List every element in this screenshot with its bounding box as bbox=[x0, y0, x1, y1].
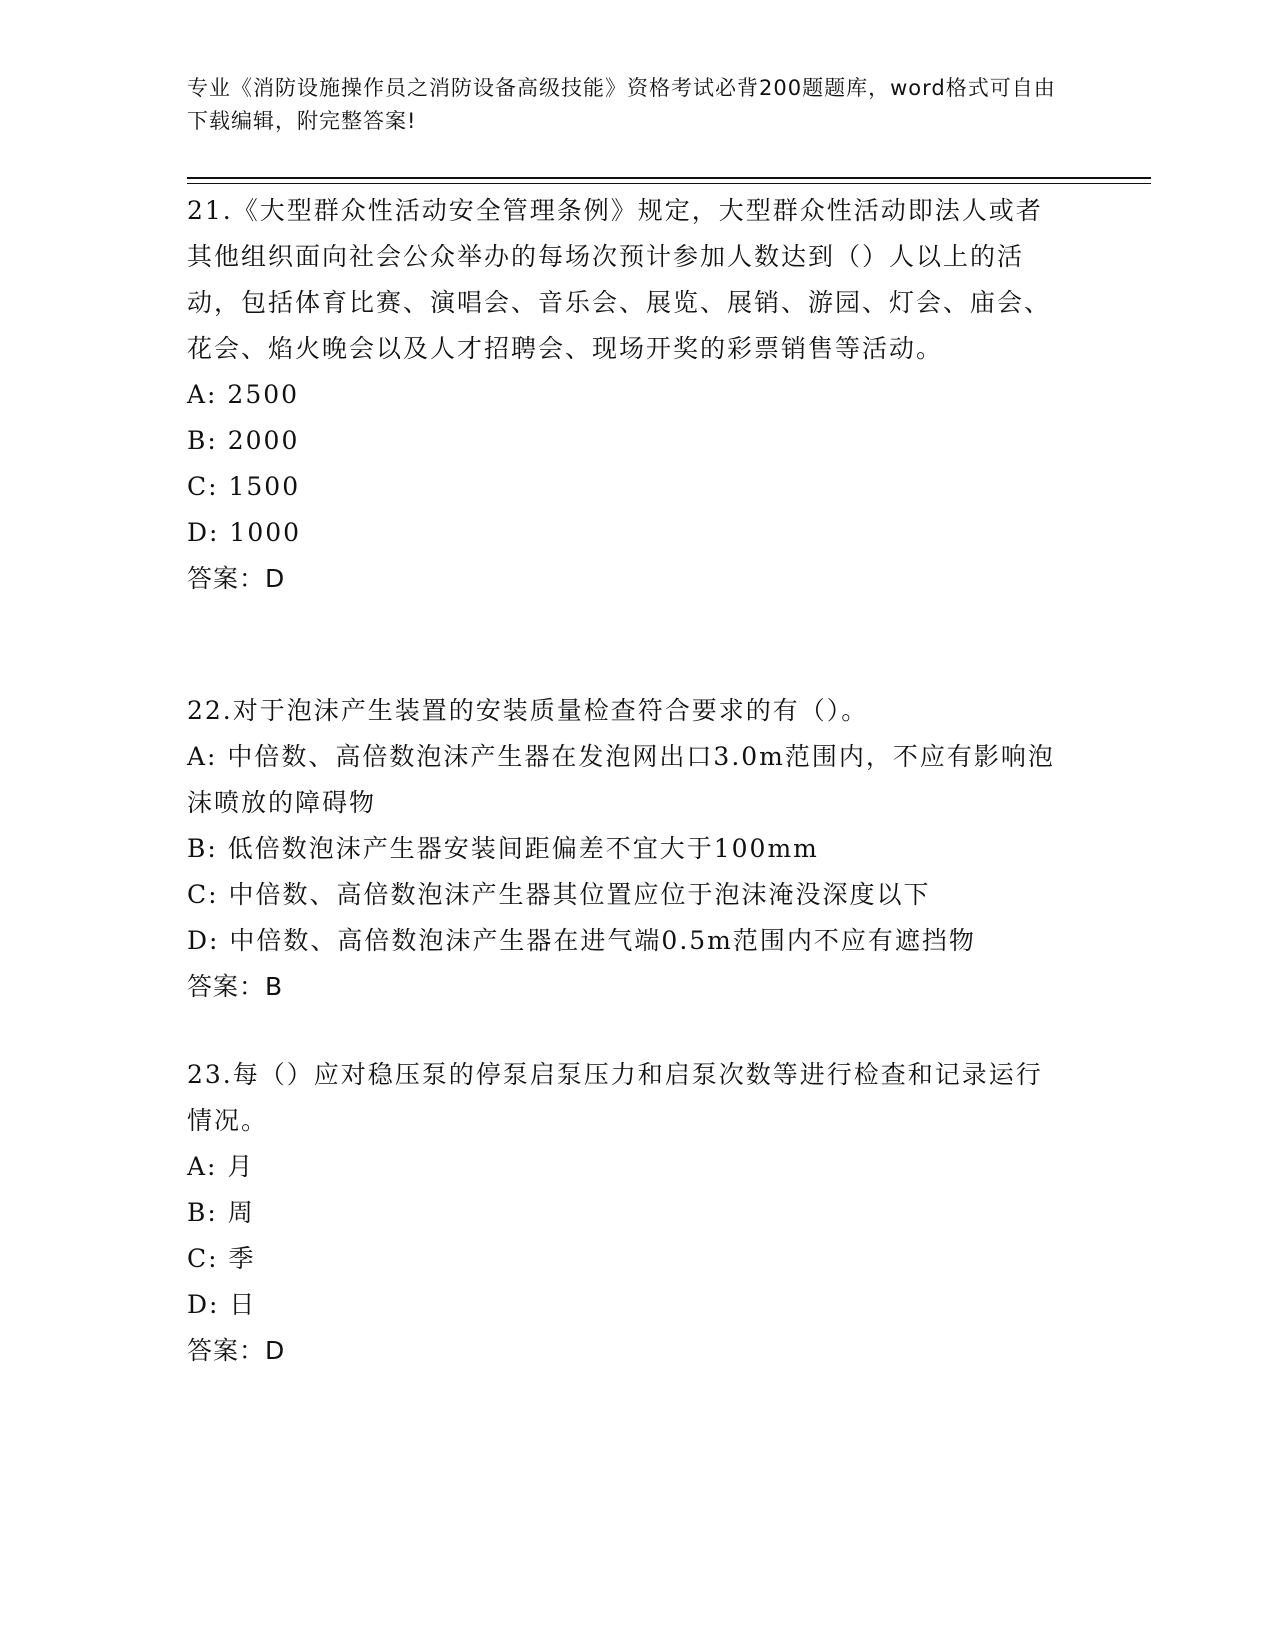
header-divider-thin bbox=[187, 183, 1151, 184]
question-21 bbox=[187, 188, 1067, 602]
option-a: A: 月 bbox=[187, 1152, 255, 1181]
header-divider-thick bbox=[187, 177, 1151, 179]
document-header: 专业《消防设施操作员之消防设备高级技能》资格考试必背200题题库，word格式可自由下载编辑，附完整答案! bbox=[187, 76, 1056, 133]
option-b: B: 低倍数泡沫产生器安装间距偏差不宜大于100mm bbox=[187, 834, 819, 863]
option-d: D: 日 bbox=[187, 1290, 257, 1319]
answer-line: 答案：D bbox=[187, 1336, 286, 1365]
question-22 bbox=[187, 688, 1067, 1010]
answer-line: 答案：B bbox=[187, 972, 284, 1001]
option-c: C: 1500 bbox=[187, 472, 301, 501]
option-b: B: 2000 bbox=[187, 426, 300, 455]
question-text: 23.每（）应对稳压泵的停泵启泵压力和启泵次数等进行检查和记录运行情况。 bbox=[187, 1060, 1043, 1135]
option-d: D: 1000 bbox=[187, 518, 302, 547]
question-text: 22.对于泡沫产生装置的安装质量检查符合要求的有（）。 bbox=[187, 696, 869, 725]
option-c: C: 季 bbox=[187, 1244, 256, 1273]
question-text: 21.《大型群众性活动安全管理条例》规定，大型群众性活动即法人或者其他组织面向社会公众举办的每场次预计参加人数达到（）人以上的活动，包括体育比赛、演唱会、音乐会、展览、展销、游园、灯会、庙会、花会、焰火晚会以及人才招聘会、现场开奖的彩票销售等活动。 bbox=[187, 196, 1052, 363]
option-a: A: 2500 bbox=[187, 380, 300, 409]
option-c: C: 中倍数、高倍数泡沫产生器其位置应位于泡沫淹没深度以下 bbox=[187, 880, 931, 909]
question-23 bbox=[187, 1052, 1067, 1374]
option-d: D: 中倍数、高倍数泡沫产生器在进气端0.5m范围内不应有遮挡物 bbox=[187, 926, 976, 955]
option-a: A: 中倍数、高倍数泡沫产生器在发泡网出口3.0m范围内，不应有影响泡沫喷放的障碍物 bbox=[187, 742, 1055, 817]
option-b: B: 周 bbox=[187, 1198, 255, 1227]
answer-line: 答案：D bbox=[187, 564, 286, 593]
